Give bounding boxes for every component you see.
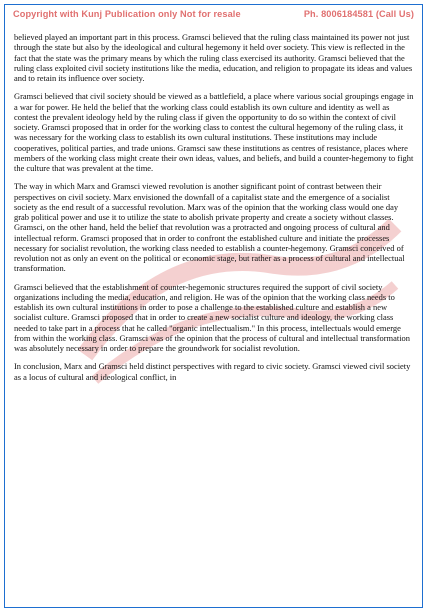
page-header: [13, 9, 414, 19]
paragraph-2: Gramsci believed that civil society should be viewed as a battlefield, a place where various social groupings engage in a war for power. He held the belief that the working class could establish its own culture and identity as well as contest the prevalent ideology held by the ruling class if given the opportunity to do so within the context of civil society. Gramsci proposed that in order for the working class to contest the cultural hegemony of the ruling class, it was necessary for the working class to establish its own cultural institutions. These institutions may include cooperatives, political parties, and trade unions. Gramsci saw these institutions as centres of resistance, places where members of the working class might create their own ideas, values, and beliefs, and build a counter-hegemony to fight the culture that was prevalent at the time.: [14, 91, 414, 173]
document-body: [14, 32, 415, 390]
phone-contact: Ph. 8006184581 (Call Us): [303, 9, 414, 19]
paragraph-5: In conclusion, Marx and Gramsci held distinct perspectives with regard to civic society. Gramsci viewed civil society as a locus of cultural and ideological conflict, in: [14, 361, 411, 382]
paragraph-3: The way in which Marx and Gramsci viewed revolution is another significant point of contrast between their perspectives on civil society. Marx envisioned the downfall of a capitalist state and the emergence of a socialist society as the end result of a successful revolution. Marx was of the opinion that the working class would one day grab political power and use it to utilize the state to abolish private property and create a society without classes. Gramsci, on the other hand, held the belief that revolution was a protracted and ongoing process of cultural and intellectual reform. Gramsci proposed that in order to confront the established culture and initiate the processes necessary for socialist revolution, the working class needed to establish a counter-hegemony. Gramsci conceived of revolution not as only an event on the political or economic stage, but rather as a process of cultural and intellectual transformation.: [14, 181, 405, 274]
copyright-notice: Copyright with Kunj Publication only Not for resale: [13, 9, 241, 19]
paragraph-4: Gramsci believed that the establishment of counter-hegemonic structures required the support of civil society organizations including the media, education, and religion. He was of the opinion that the working class needs to establish its own cultural institutions in order to pose a challenge to the established culture and establish a new socialist culture. Gramsci proposed that in order to create a new socialist culture and ideology, the working class needed to take part in a process that he called "organic intellectualism." In this process, intellectuals would emerge from within the working class. Gramsci was of the opinion that the process of cultural and intellectual transformation was absolutely necessary in order to prepare the groundwork for socialist revolution.: [14, 281, 410, 353]
page-frame: [4, 4, 423, 608]
paragraph-1: believed played an important part in this process. Gramsci believed that the ruling class maintained its power not just through the state but also by the ideological and cultural hegemony it held over society. This view is reflected in the fact that the state was the primary means by which the ruling class exercised its authority. Gramsci believed that the ruling class exploited civil society institutions like the media, education, and religion to propagate its ideas and values and to retain its influence over society.: [14, 32, 413, 83]
